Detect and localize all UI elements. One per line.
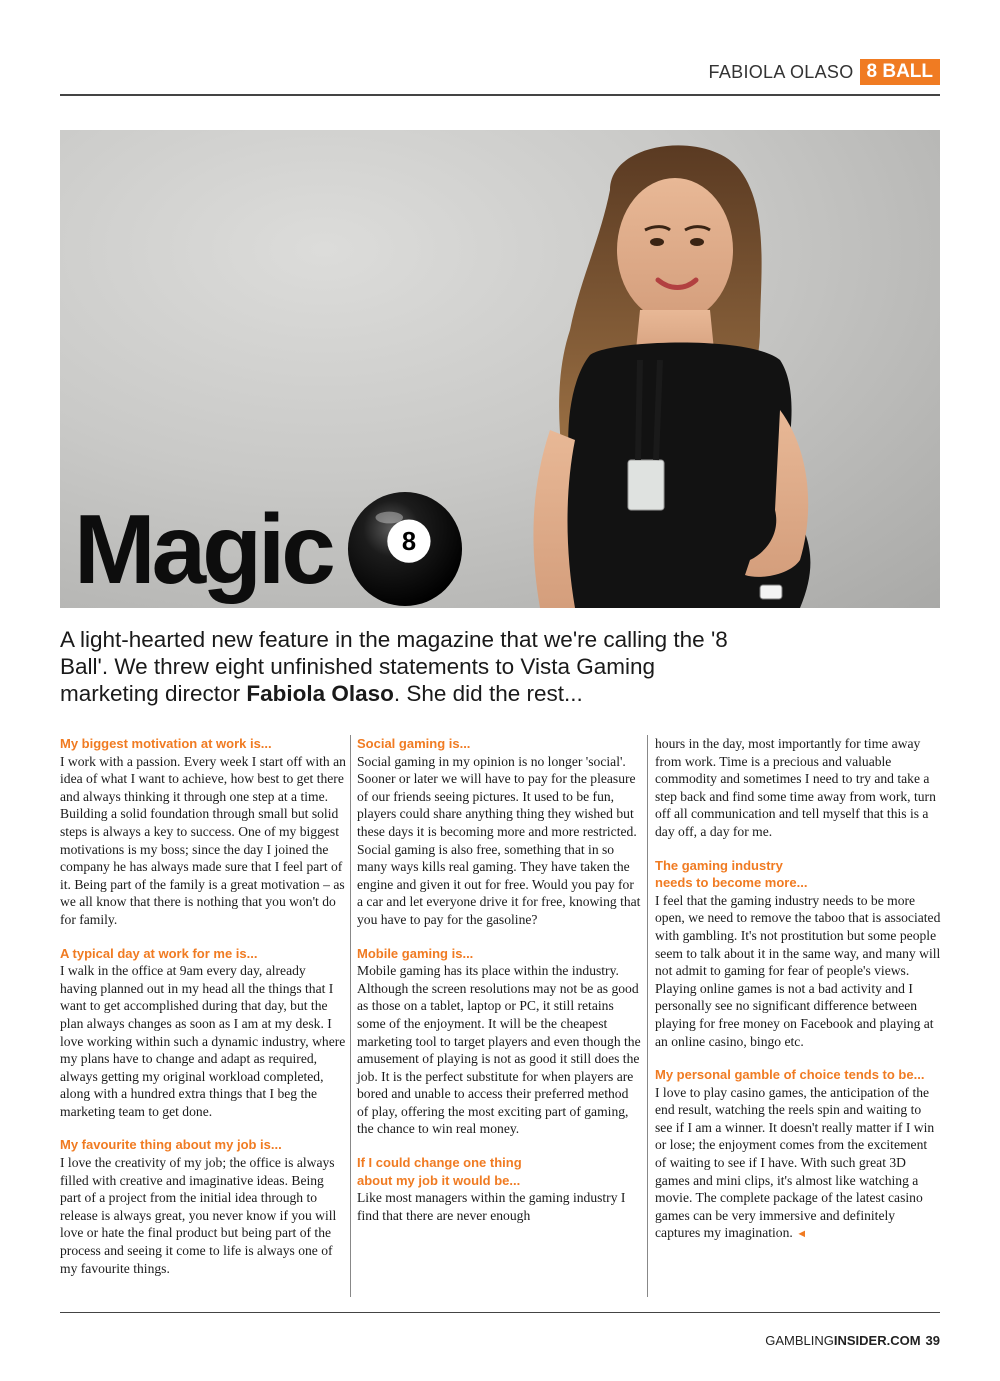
column-3	[655, 735, 941, 1244]
heading-line: The gaming industry	[655, 857, 783, 873]
ball-number: 8	[401, 527, 416, 556]
bottom-rule	[60, 1312, 940, 1313]
section-body-text: I love to play casino games, the anticipation of the end result, watching the reels spin and waiting to see if I am a winner. It doesn't really matter if I win or lose; the enjoyment comes from the excitement of waiting to see if I have. With such great 3D games and mini clips, it's almost like watching a movie. The complete package of the latest casino games can be very immersive and definitely captures my imagination.	[655, 1084, 935, 1241]
column-2	[357, 735, 643, 1224]
heading-line: needs to become more...	[655, 875, 808, 891]
section-body: I feel that the gaming industry needs to be more open, we need to remove the taboo that is associated with gambling. It's not prostitution but some people seem to talk about it in the same way, and many will not admit to gaming for fear of people's views. Playing online games is not a bad activity and I personally see no significant difference between playing for free money on Facebook and playing at an online casino, bingo etc.	[655, 892, 941, 1049]
section-heading: A typical day at work for me is...	[60, 945, 258, 961]
intro-name: Fabiola Olaso	[246, 681, 394, 706]
header-name: FABIOLA OLASO	[708, 61, 854, 82]
article-body	[60, 735, 940, 1295]
section-body: Mobile gaming has its place within the industry. Although the screen resolutions may not be as good as those on a tablet, laptop or PC, it still retains some of the enjoyment. It will be the cheapest marketing tool to target players and even though the amusement of playing is not as good it still does the job. It is the perfect substitute for when players are bored and unable to access their preferred method of play, offering the most exciting part of gaming, the chance to win real money.	[357, 963, 641, 1137]
standfirst	[60, 626, 760, 707]
section-body-continued: hours in the day, most importantly for time away from work. Time is a precious and valuable commodity and sometimes I need to try and take a step back and find some time away from work, turn off all communication and tell myself that this is a day off, a day for me.	[655, 736, 936, 839]
page-title: Magic	[74, 494, 332, 604]
section-body: Like most managers within the gaming industry I find that there are never enough	[357, 1190, 626, 1223]
eight-ball-icon	[346, 490, 464, 608]
section-heading: My favourite thing about my job is...	[60, 1137, 282, 1153]
section-heading	[357, 1154, 643, 1189]
portrait-illustration	[460, 130, 940, 608]
section-heading: My biggest motivation at work is...	[60, 736, 272, 751]
page-footer	[765, 1333, 940, 1348]
section-body: I work with a passion. Every week I start off with an idea of what I want to achieve, how best to get there and always thinking it through one step at a time. Building a solid foundation through small but solid steps is always a key to success. One of my biggest motivations is my boss; since the day I joined the company he has always made sure that I feel part of it. Being part of the family is a great motivation – as we all know that there is nothing that you won't do for family.	[60, 753, 346, 927]
end-mark-icon: ◄	[796, 1228, 808, 1241]
intro-text-1: A light-hearted new feature in the magazine that we're calling the '8 Ball'. We threw eight unfinished statements to Vista Gaming marketing director	[60, 627, 728, 706]
footer-site-b: INSIDER.COM	[833, 1333, 921, 1348]
section-body	[655, 1084, 941, 1244]
top-rule	[60, 94, 940, 96]
running-header	[709, 58, 940, 86]
section-heading: My personal gamble of choice tends to be...	[655, 1067, 925, 1083]
section-tag: 8 BALL	[860, 59, 941, 85]
section-body: I walk in the office at 9am every day, already having planned out in my head all the things that I want to get accomplished during that day, but the plan always changes as soon as I am at my desk. I love working within such a dynamic industry, where my plans have to change and adapt as required, always getting my original workload completed, along with a hundred extra things that I beg the marketing team to get done.	[60, 963, 346, 1119]
section-heading: Social gaming is...	[357, 736, 471, 751]
column-1	[60, 735, 346, 1277]
page-number: 39	[925, 1333, 940, 1348]
intro-text-2: . She did the rest...	[393, 681, 583, 706]
section-heading	[655, 857, 941, 892]
footer-site-a: GAMBLING	[765, 1333, 834, 1348]
section-heading: Mobile gaming is...	[357, 945, 474, 961]
heading-line: If I could change one thing	[357, 1155, 522, 1171]
section-body: I love the creativity of my job; the office is always filled with creative and imaginative ideas. Being part of a project from the initial idea through to release is always great, you never know if you will love or hate the final product but being part of the process and seeing it come to life is always one of my favourite things.	[60, 1155, 337, 1276]
heading-line: about my job it would be...	[357, 1172, 521, 1188]
section-body: Social gaming in my opinion is no longer 'social'. Sooner or later we will have to pay for the pleasure of our friends seeing pictures. It used to be fun, players could share anything thing they wished but these days it is becoming more and more restricted. Social gaming is also free, something that in so many ways kills real gaming. They have taken the engine and given it out for free. Would you pay for a car and let everyone drive it for free, knowing that you have to pay for the gasoline?	[357, 753, 641, 927]
title-group	[74, 490, 464, 608]
hero-photo	[60, 130, 940, 608]
